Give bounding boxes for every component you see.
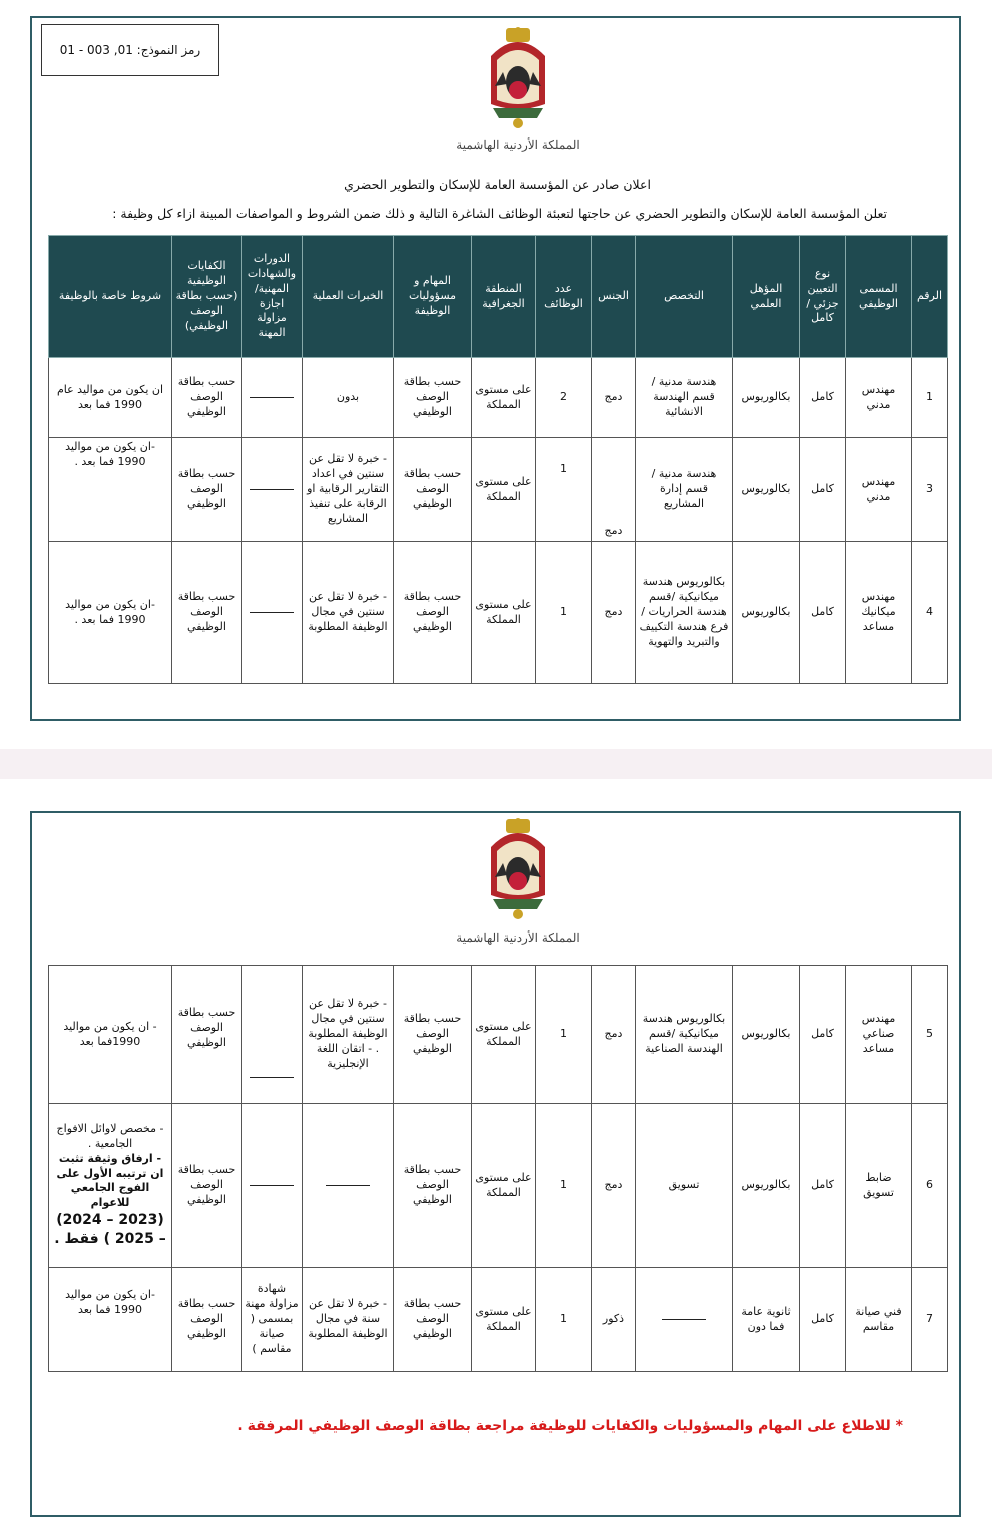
table-row — [49, 966, 948, 1104]
footer-note: * للاطلاع على المهام والمسؤوليات والكفايات للوظيفة مراجعة بطاقة الوصف الوظيفي المرفقة . — [237, 1418, 903, 1434]
empty-dash — [242, 966, 303, 1104]
table-cell: 2 — [536, 358, 592, 438]
table-cell: هندسة مدنية / قسم إدارة المشاريع — [636, 438, 733, 542]
table-cell: ثانوية عامة فما دون — [733, 1268, 800, 1372]
table-cell: بكالوريوس — [733, 966, 800, 1104]
table-cell: 7 — [912, 1268, 948, 1372]
table-row — [49, 1104, 948, 1268]
table-cell: - خبرة لا تقل عن سنتين في مجال الوظيفة المطلوبة . - اتقان اللغة الإنجليزية — [303, 966, 394, 1104]
table-row — [49, 542, 948, 684]
jordan-coat-of-arms-icon — [473, 26, 563, 131]
col-duties: المهام و مسؤوليات الوظيفة — [394, 236, 472, 358]
table-cell: كامل — [800, 358, 846, 438]
announcement-title: اعلان صادر عن المؤسسة العامة للإسكان والتطوير الحضري — [344, 177, 651, 192]
jobs-table-page-1 — [48, 235, 948, 684]
table-cell: دمج — [592, 1104, 636, 1268]
empty-dash — [242, 542, 303, 684]
table-cell: بكالوريوس هندسة ميكانيكية /قسم هندسة الحراريات /فرع هندسة التكييف والتبريد والتهوية — [636, 542, 733, 684]
table-cell: بكالوريوس هندسة ميكانيكية /قسم الهندسة الصناعية — [636, 966, 733, 1104]
table-cell: كامل — [800, 1268, 846, 1372]
table-cell: حسب بطاقة الوصف الوظيفي — [172, 542, 242, 684]
table-cell: دمج — [592, 966, 636, 1104]
table-cell: 1 — [536, 966, 592, 1104]
table-header-row — [49, 236, 948, 358]
table-cell: فني صيانة مقاسم — [846, 1268, 912, 1372]
table-cell: على مستوى المملكة — [472, 966, 536, 1104]
table-cell: حسب بطاقة الوصف الوظيفي — [172, 358, 242, 438]
table-cell: كامل — [800, 1104, 846, 1268]
empty-dash — [636, 1268, 733, 1372]
table-cell: على مستوى المملكة — [472, 1268, 536, 1372]
table-cell: 1 — [536, 1104, 592, 1268]
table-cell: مهندس مدني — [846, 358, 912, 438]
kingdom-name: المملكة الأردنية الهاشمية — [456, 931, 580, 945]
jordan-coat-of-arms-icon — [473, 817, 563, 922]
col-competencies: الكفايات الوظيفية (حسب بطاقة الوصف الوظيفي) — [172, 236, 242, 358]
table-cell: مهندس ميكانيك مساعد — [846, 542, 912, 684]
table-cell: 1 — [912, 358, 948, 438]
table-cell: بكالوريوس — [733, 358, 800, 438]
table-cell: كامل — [800, 542, 846, 684]
page-separator — [0, 749, 992, 779]
table-cell: 1 — [536, 1268, 592, 1372]
table-cell: 6 — [912, 1104, 948, 1268]
table-cell: دمج — [592, 438, 636, 542]
table-cell: تسويق — [636, 1104, 733, 1268]
table-cell: 1 — [536, 438, 592, 542]
table-cell: دمج — [592, 358, 636, 438]
document-page-2 — [30, 811, 961, 1517]
table-cell: حسب بطاقة الوصف الوظيفي — [394, 358, 472, 438]
empty-dash — [242, 438, 303, 542]
form-code: رمز النموذج: 01, 003 - 01 — [41, 24, 219, 76]
table-cell: حسب بطاقة الوصف الوظيفي — [172, 438, 242, 542]
table-cell: حسب بطاقة الوصف الوظيفي — [394, 542, 472, 684]
table-cell: هندسة مدنية / قسم الهندسة الانشائية — [636, 358, 733, 438]
table-row — [49, 358, 948, 438]
empty-dash — [303, 1104, 394, 1268]
table-row — [49, 438, 948, 542]
table-cell: على مستوى المملكة — [472, 1104, 536, 1268]
table-cell: حسب بطاقة الوصف الوظيفي — [172, 1104, 242, 1268]
announcement-intro: تعلن المؤسسة العامة للإسكان والتطوير الحضري عن حاجتها لتعبئة الوظائف الشاغرة التالية و ذلك ضمن الشروط و المواصفات المبينة ازاء كل وظيفة : — [112, 206, 887, 221]
col-vacancies: عدد الوظائف — [536, 236, 592, 358]
table-cell: على مستوى المملكة — [472, 542, 536, 684]
kingdom-name: المملكة الأردنية الهاشمية — [456, 138, 580, 152]
table-cell: ان يكون من مواليد عام 1990 فما بعد — [49, 358, 172, 438]
table-cell: -ان يكون من مواليد 1990 فما بعد . — [49, 542, 172, 684]
table-cell: على مستوى المملكة — [472, 438, 536, 542]
col-job-title: المسمى الوظيفي — [846, 236, 912, 358]
table-cell: - خبرة لا تقل عن سنتين في مجال الوظيفة المطلوبة — [303, 542, 394, 684]
col-courses: الدورات والشهادات المهنية/اجازة مزاولة المهنة — [242, 236, 303, 358]
table-cell: -ان يكون من مواليد 1990 فما بعد — [49, 1268, 172, 1372]
table-cell: شهادة مزاولة مهنة بمسمى ( صيانة مقاسم ) — [242, 1268, 303, 1372]
col-appointment-type: نوع التعيين جزئي /كامل — [800, 236, 846, 358]
table-cell: 4 — [912, 542, 948, 684]
table-cell: كامل — [800, 966, 846, 1104]
table-cell: 1 — [536, 542, 592, 684]
table-cell: ضابط تسويق — [846, 1104, 912, 1268]
document-page-1 — [30, 16, 961, 721]
col-region: المنطقة الجغرافية — [472, 236, 536, 358]
table-cell: ذكور — [592, 1268, 636, 1372]
table-cell: بكالوريوس — [733, 438, 800, 542]
table-cell: حسب بطاقة الوصف الوظيفي — [172, 966, 242, 1104]
special-conditions-cell: - مخصص لاوائل الافواج الجامعية . - ارفاق وثيقة تثبت ان ترتيبه الأول على الفوج الجامعي للاعوام (2023 – 2024) – 2025 ) فقط . — [49, 1104, 172, 1268]
col-gender: الجنس — [592, 236, 636, 358]
table-cell: حسب بطاقة الوصف الوظيفي — [394, 966, 472, 1104]
table-cell: على مستوى المملكة — [472, 358, 536, 438]
col-special-conditions: شروط خاصة بالوظيفة — [49, 236, 172, 358]
table-cell: بكالوريوس — [733, 1104, 800, 1268]
col-experience: الخبرات العملية — [303, 236, 394, 358]
table-cell: - خبرة لا تقل عن سنتين في اعداد التقارير الرقابية او الرقابة على تنفيذ المشاريع — [303, 438, 394, 542]
table-cell: - ان يكون من مواليد 1990فما بعد — [49, 966, 172, 1104]
col-number: الرقم — [912, 236, 948, 358]
empty-dash — [242, 1104, 303, 1268]
table-cell: 5 — [912, 966, 948, 1104]
table-cell: مهندس صناعي مساعد — [846, 966, 912, 1104]
table-cell: كامل — [800, 438, 846, 542]
table-cell: حسب بطاقة الوصف الوظيفي — [394, 438, 472, 542]
table-cell: بدون — [303, 358, 394, 438]
jobs-table-page-2 — [48, 965, 948, 1372]
table-row — [49, 1268, 948, 1372]
table-cell: بكالوريوس — [733, 542, 800, 684]
table-cell: - خبرة لا تقل عن سنة في مجال الوظيفة المطلوبة — [303, 1268, 394, 1372]
table-cell: -ان يكون من مواليد 1990 فما بعد . — [49, 438, 172, 542]
table-cell: 3 — [912, 438, 948, 542]
col-qualification: المؤهل العلمي — [733, 236, 800, 358]
table-cell: دمج — [592, 542, 636, 684]
empty-dash — [242, 358, 303, 438]
col-specialization: التخصص — [636, 236, 733, 358]
table-cell: مهندس مدني — [846, 438, 912, 542]
table-cell: حسب بطاقة الوصف الوظيفي — [172, 1268, 242, 1372]
table-cell: حسب بطاقة الوصف الوظيفي — [394, 1268, 472, 1372]
table-cell: حسب بطاقة الوصف الوظيفي — [394, 1104, 472, 1268]
